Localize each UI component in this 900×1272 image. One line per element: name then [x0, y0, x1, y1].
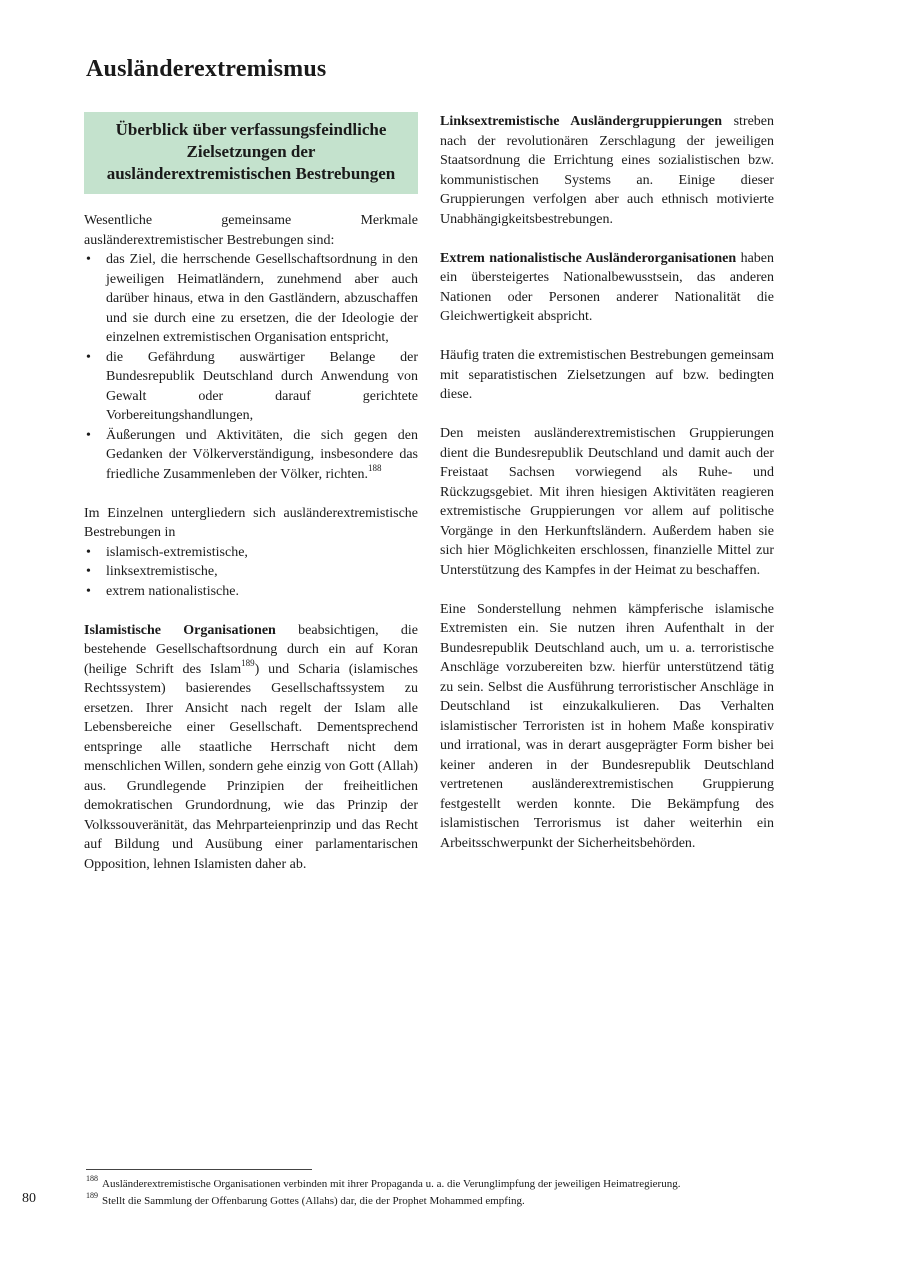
page-number: 80: [22, 1191, 36, 1206]
terrorism-paragraph: Eine Sonderstellung nehmen kämpferische islamische Extremisten ein. Sie nutzen ihren Aufenthalt in der Bundesrepublik Deutschland auch, um u. a. terroristische Anschläge vorzubereiten bzw. hierfür unterstützend tätig zu sein. Selbst die Ausführung terroristischer Anschläge in Deutschland ist einzukalkulieren. Das Verhalten islamistischer Terroristen ist in hohem Maße konspirativ und irrational, was in derart ausgeprägter Form bisher bei keiner anderen in der Bundesrepublik Deutschland vertretenen ausländerextremistischen Gruppierung festgestellt werden konnte. Die Bekämpfung des islamistischen Terrorismus ist daher weiterhin ein Arbeitsschwerpunkt der Sicherheitsbehörden.: [440, 601, 774, 851]
categories-list: [84, 543, 418, 602]
bullet-icon: •: [86, 564, 91, 579]
footnotes: [86, 1176, 826, 1210]
subdivide-intro: Im Einzelnen untergliedern sich ausländerextremistische Bestrebungen in: [84, 505, 418, 540]
footnote-ref-189[interactable]: 189: [241, 657, 255, 668]
features-list: [84, 250, 418, 484]
bullet-icon: •: [86, 544, 91, 560]
overview-box: Überblick über verfassungsfeindliche Zielsetzungen der ausländerextremistischen Bestrebungen: [84, 112, 418, 194]
footnote-ref-188[interactable]: 188: [367, 462, 382, 473]
islamist-heading: Islamistische Organisationen: [84, 622, 276, 638]
bullet-icon: •: [86, 252, 91, 267]
footnote-189: $^{189}$ Stellt die Sammlung der Offenbarung Gottes (Allahs) dar, die der Prophet Mohammed empfing.: [86, 1191, 525, 1207]
list-item: • extrem nationalistische.: [84, 582, 418, 602]
right-column: [440, 112, 774, 873]
list-item: • islamisch-extremistische,: [84, 543, 418, 563]
list-item: • die Gefährdung auswärtiger Belange der Bundesrepublik Deutschland durch Anwendung von Gewalt oder darauf gerichtete Vorbereitungshandlungen,: [86, 349, 418, 423]
islamist-paragraph: Islamistische Organisationen beabsichtigen, die bestehende Gesellschaftsordnung durch ein auf Koran (heilige Schrift des Islam$^{189}$) und Scharia (islamisches Rechtssystem) basierendes Gesellschaftssystem zu ersetzen. Ihrer Ansicht nach regelt der Islam alle Lebensbereiche einer Gesellschaft. Dementsprechend entspringe alle staatliche Herrschaft nicht dem menschlichen Willen, sondern gehe einzig von Gott (Allah) aus. Grundlegende Prinzipien der freiheitlichen demokratischen Grundordnung, wie das Prinzip der Volkssouveränität, das Mehrparteienprinzip und das Recht auf Bildung und Ausübung einer parlamentarischen Opposition, lehnen Islamisten daher ab.: [84, 622, 418, 872]
nationalist-heading: Extrem nationalistische Ausländerorganisationen: [440, 250, 737, 266]
features-intro: Wesentliche gemeinsame Merkmale ausländerextremistischer Bestrebungen sind:: [84, 213, 418, 248]
list-item: • linksextremistische,: [84, 562, 418, 582]
bullet-icon: •: [86, 349, 91, 365]
left-extremist-paragraph: Linksextremistische Ausländergruppierungen streben nach der revolutionären Zerschlagung der jeweiligen Staatsordnung die Errichtung eines sozialistischen bzw. kommunistischen Systems an. Einige dieser Gruppierungen verfolgen aber auch ethnisch motivierte Unabhängigkeitsbestrebungen.: [440, 114, 774, 227]
bullet-icon: •: [86, 427, 91, 443]
list-item: • Äußerungen und Aktivitäten, die sich gegen den Gedanken der Völkerverständigung, insbesondere das friedliche Zusammenleben der Völker, richten.$^{188}$: [86, 427, 418, 482]
saxony-paragraph: Den meisten ausländerextremistischen Gruppierungen dient die Bundesrepublik Deutschland und damit auch der Freistaat Sachsen vorwiegend als Ruhe- und Rückzugsgebiet. Mit ihren hiesigen Aktivitäten reagieren extremistische Gruppierungen vor allem auf politische Vorgänge in den Herkunftsländern. Außerdem haben sie sich hier Möglichkeiten erschlossen, finanzielle Mittel zur Unterstützung des Kampfes in der Heimat zu beschaffen.: [440, 426, 774, 578]
nationalist-paragraph: Extrem nationalistische Ausländerorganisationen haben ein übersteigertes Nationalbewusstsein, das anderen Nationen oder Personen anderer Nationalität die Gleichwertigkeit abspricht.: [440, 250, 774, 324]
footnote-188: $^{188}$ Ausländerextremistische Organisationen verbinden mit ihrer Propaganda u. a. die Verunglimpfung der jeweiligen Heimatregierung.: [86, 1174, 681, 1190]
left-column: [84, 112, 418, 894]
separatist-paragraph: Häufig traten die extremistischen Bestrebungen gemeinsam mit separatistischen Zielsetzungen auf bzw. bedingten diese.: [440, 348, 774, 402]
left-extremist-heading: Linksextremistische Ausländergruppierungen: [440, 114, 722, 129]
page-title: Ausländerextremismus: [86, 56, 327, 82]
list-item: • das Ziel, die herrschende Gesellschaftsordnung in den jeweiligen Heimatländern, zunehmend aber auch darüber hinaus, etwa in den Gastländern, abzuschaffen und sie durch eine zu ersetzen, die der Ideologie der einzelnen extremistischen Organisation entspricht,: [86, 252, 418, 345]
footnote-divider: [86, 1169, 312, 1170]
bullet-icon: •: [86, 583, 91, 599]
